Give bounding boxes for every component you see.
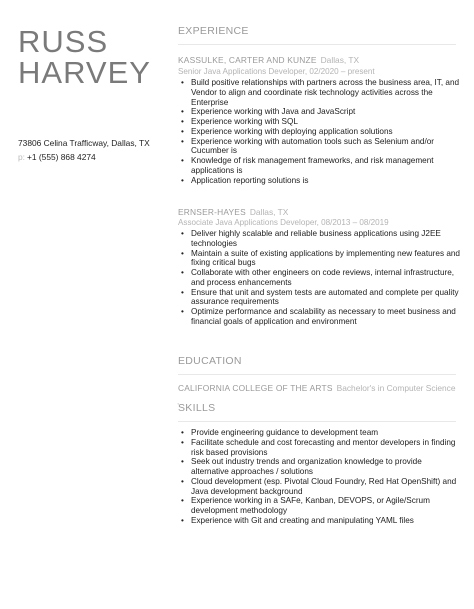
job-1-location: Dallas, TX (320, 55, 360, 65)
education-school: CALIFORNIA COLLEGE OF THE ARTS (178, 383, 333, 393)
job-1-role-dates: Senior Java Applications Developer, 02/2020 – present (178, 67, 375, 76)
job-2-bullet: • Optimize performance and scalability as necessary to meet business and financial goals of application and environment (178, 307, 460, 327)
contact-phone (18, 152, 96, 162)
education-mark: , (177, 397, 180, 406)
experience-divider (178, 44, 456, 45)
skill-item: • Experience with Git and creating and manipulating YAML files (178, 516, 460, 526)
job-2-bullet: • Ensure that unit and system tests are automated and complete per quality assurance requirements (178, 288, 460, 308)
job-2-role-dates: Associate Java Applications Developer, 08/2013 – 08/2019 (178, 218, 389, 227)
education-entry (178, 383, 456, 393)
job-2-bullet: • Deliver highly scalable and reliable business applications using J2EE technologies (178, 229, 460, 249)
job-1-header (178, 55, 359, 65)
phone-number: +1 (555) 868 4274 (27, 152, 96, 162)
education-degree: Bachelor's in Computer Science (336, 383, 456, 393)
job-1-bullet: • Experience working with deploying application solutions (178, 127, 460, 137)
education-divider (178, 374, 456, 375)
job-1-employer: KASSULKE, CARTER AND KUNZE (178, 55, 317, 65)
skill-item: • Provide engineering guidance to development team (178, 428, 460, 438)
education-heading: EDUCATION (178, 355, 242, 367)
job-1-bullet: • Experience working with SQL (178, 117, 460, 127)
experience-heading: EXPERIENCE (178, 25, 249, 37)
skill-item: • Facilitate schedule and cost forecasting and mentor developers in finding risk based provisions (178, 438, 460, 458)
job-1-bullet: • Build positive relationships with partners across the business area, IT, and Vendor to align and coordinate risk technology activities across the Enterprise (178, 78, 460, 107)
skill-item: • Seek out industry trends and organization knowledge to provide alternative approaches / solutions (178, 457, 460, 477)
skills-heading: SKILLS (178, 402, 216, 414)
contact-address: 73806 Celina Trafficway, Dallas, TX (18, 138, 150, 148)
job-2-bullets (178, 229, 460, 327)
phone-label: p: (18, 152, 25, 162)
job-1-bullet: • Experience working with automation tools such as Selenium and/or Cucumber is (178, 137, 460, 157)
skill-item: • Cloud development (esp. Pivotal Cloud Foundry, Red Hat OpenShift) and Java development background (178, 477, 460, 497)
skills-bullets (178, 428, 460, 526)
job-1-bullet: • Knowledge of risk management frameworks, and risk management applications is (178, 156, 460, 176)
job-1-bullet: • Application reporting solutions is (178, 176, 460, 186)
first-name: RUSS (18, 24, 109, 59)
skills-divider (178, 421, 456, 422)
last-name: HARVEY (18, 55, 151, 90)
job-2-location: Dallas, TX (249, 207, 289, 217)
skill-item: • Experience working in a SAFe, Kanban, DEVOPS, or Agile/Scrum development methodology (178, 496, 460, 516)
job-2-header (178, 207, 288, 217)
job-2-employer: ERNSER-HAYES (178, 207, 246, 217)
job-2-bullet: • Maintain a suite of existing applications by implementing new features and fixing critical bugs (178, 249, 460, 269)
job-1-bullet: • Experience working with Java and JavaScript (178, 107, 460, 117)
job-2-bullet: • Collaborate with other engineers on code reviews, internal infrastructure, and process enhancements (178, 268, 460, 288)
job-1-bullets (178, 78, 460, 185)
